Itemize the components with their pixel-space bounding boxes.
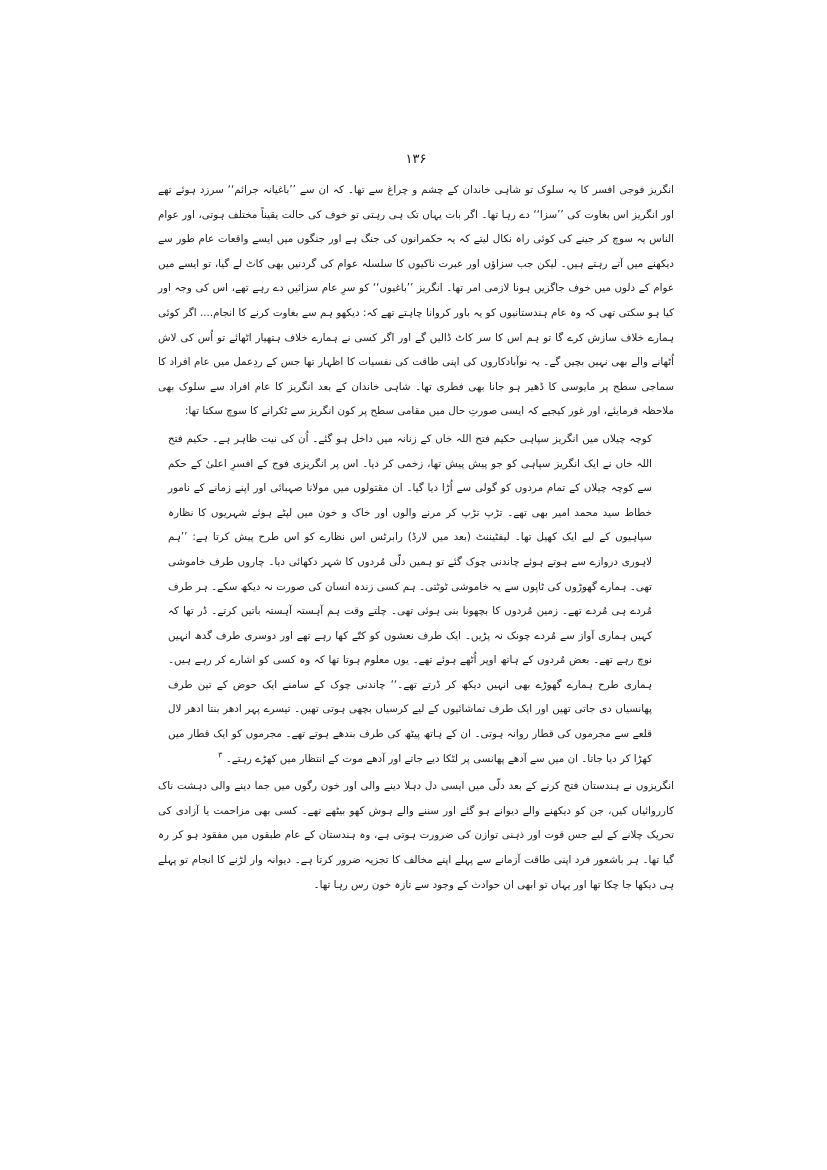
book-page [158,150,674,897]
block-quote-text: کوچہ چیلاں میں انگریز سپاہی حکیم فتح اللہ خاں کے زنانہ میں داخل ہو گئے۔ اُن کی نیت ظاہر ہے۔ حکیم فتح اللہ خاں نے ایک انگریز سپاہی کو جو پیش پیش تھا، زخمی کر دیا۔ اس پر انگریزی فوج کے افسرِ اعلیٰ کے حکم سے کوچہ چیلاں کے تمام مردوں کو گولی سے اُڑا دیا گیا۔ ان مقتولوں میں مولانا صہبائی اور اپنے زمانے کے نامور خطاط سید محمد امیر بھی تھے۔ تڑپ تڑپ کر مرنے والوں اور خاک و خون میں لپٹے ہوئے شہریوں کا نظارہ سپاہیوں کے لیے ایک کھیل تھا۔ لیفٹیننٹ (بعد میں لارڈ) رابرٹس اس نظارے کو اس طرح پیش کرتا ہے: ’’ہم لاہوری دروازے سے ہوتے ہوئے چاندنی چوک گئے تو ہمیں دلّی مُردوں کا شہر دکھائی دیا۔ چاروں طرف خاموشی تھی۔ ہمارے گھوڑوں کی ٹاپوں سے یہ خاموشی ٹوٹتی۔ ہم کسی زندہ انسان کی صورت نہ دیکھ سکے۔ ہر طرف مُردے ہی مُردے تھے۔ زمین مُردوں کا بچھونا بنی ہوئی تھی۔ چلتے وقت ہم آہستہ آہستہ باتیں کرتے۔ ڈر تھا کہ کہیں ہماری آواز سے مُردے چونک نہ پڑیں۔ ایک طرف نعشوں کو کتّے کھا رہے تھے اور دوسری طرف گدھ انہیں نوچ رہے تھے۔ بعض مُردوں کے ہاتھ اوپر اُٹھے ہوئے تھے۔ یوں معلوم ہوتا تھا کہ وہ کسی کو اشارے کر رہے ہیں۔ ہماری طرح ہمارے گھوڑے بھی انہیں دیکھ کر ڈرتے تھے۔‘‘ چاندنی چوک کے سامنے ایک حوض کے تین طرف پھانسیاں دی جاتی تھیں اور ایک طرف تماشائیوں کے لیے کرسیاں بچھی ہوتی تھیں۔ تیسرے پہر ادھر بنتا ادھر لال قلعے سے مجرموں کی قطار روانہ ہوتی۔ ان کے ہاتھ پیٹھ کی طرف بندھے ہوتے تھے۔ مجرموں کو ایک قطار میں کھڑا کر دیا جاتا۔ ان میں سے آدھے پھانسی پر لٹکا دیے جاتے اور آدھے موت کے انتظار میں کھڑے رہتے۔ [168,432,652,765]
block-quote [168,427,652,771]
page-number: ۱۳۶ [405,152,427,167]
body-paragraph-2: انگریزوں نے ہندستان فتح کرنے کے بعد دلّی میں ایسی دل دہلا دینے والی اور خون رگوں میں جما دینے والی دہشت ناک کارروائیاں کیں، جن کو دیکھنے والے دیوانے ہو گئے اور سننے والے ہوش کھو بیٹھے تھے۔ کسی بھی مزاحمت یا آزادی کی تحریک چلانے کے لیے جس قوت اور ذہنی توازن کی ضرورت ہوتی ہے، وہ ہندستان کے عام طبقوں میں مفقود ہو کر رہ گیا تھا۔ ہر باشعور فرد اپنی طاقت آزمانے سے پہلے اپنے مخالف کا تجزیہ ضرور کرتا ہے۔ دیوانہ وار لڑنے کا انجام تو پہلے ہی دیکھا جا چکا تھا اور یہاں تو ابھی ان حوادث کے وجود سے تازہ خون رس رہا تھا۔ [158,780,674,891]
footnote-reference: ۳ [218,750,223,760]
body-paragraph-1: انگریز فوجی افسر کا یہ سلوک تو شاہی خاندان کے چشم و چراغ سے تھا۔ کہ ان سے ’’باغیانہ جرائم‘‘ سرزد ہوئے تھے اور انگریز اس بغاوت کی ’’سزا‘‘ دے رہا تھا۔ اگر بات یہاں تک ہی رہتی تو خوف کی حالت یقیناً مختلف ہوتی، اور عوام الناس یہ سوچ کر جینے کی کوئی راہ نکال لیتے کہ یہ حکمرانوں کی جنگ ہے اور جنگوں میں ایسے واقعات عام طور سے دیکھنے میں آتے رہتے ہیں۔ لیکن جب سزاؤں اور عبرت ناکیوں کا سلسلہ عوام کی گردنیں بھی کاٹ لے گیا، تو ایسے میں عوام کے دلوں میں خوف جاگزیں ہونا لازمی امر تھا۔ انگریز ’’باغیوں‘‘ کو سرِ عام سزائیں دے رہے تھے، اس کی وجہ اور کیا ہو سکتی تھی کہ وہ عام ہندستانیوں کو یہ باور کروانا چاہتے تھے کہ: دیکھو ہم سے بغاوت کرنے کا انجام.... اگر کوئی ہمارے خلاف سازش کرے گا تو ہم اس کا سر کاٹ ڈالیں گے اور اگر کسی نے ہمارے خلاف ہتھیار اٹھائے تو اُس کی لاش اُٹھانے والے بھی نہیں بچیں گے۔ یہ نوآبادکاروں کی اپنی طاقت کی نفسیات کا اظہار تھا جس کے ردِعمل میں عام افراد کا سماجی سطح پر مایوسی کا ڈھیر ہو جانا بھی فطری تھا۔ شاہی خاندان کے بعد انگریز کا عام افراد سے سلوک بھی ملاحظہ فرمایئے، اور غور کیجیے کہ ایسی صورتِ حال میں مقامی سطح پر کون انگریز سے ٹکرانے کا سوچ سکتا تھا: [158,184,674,418]
